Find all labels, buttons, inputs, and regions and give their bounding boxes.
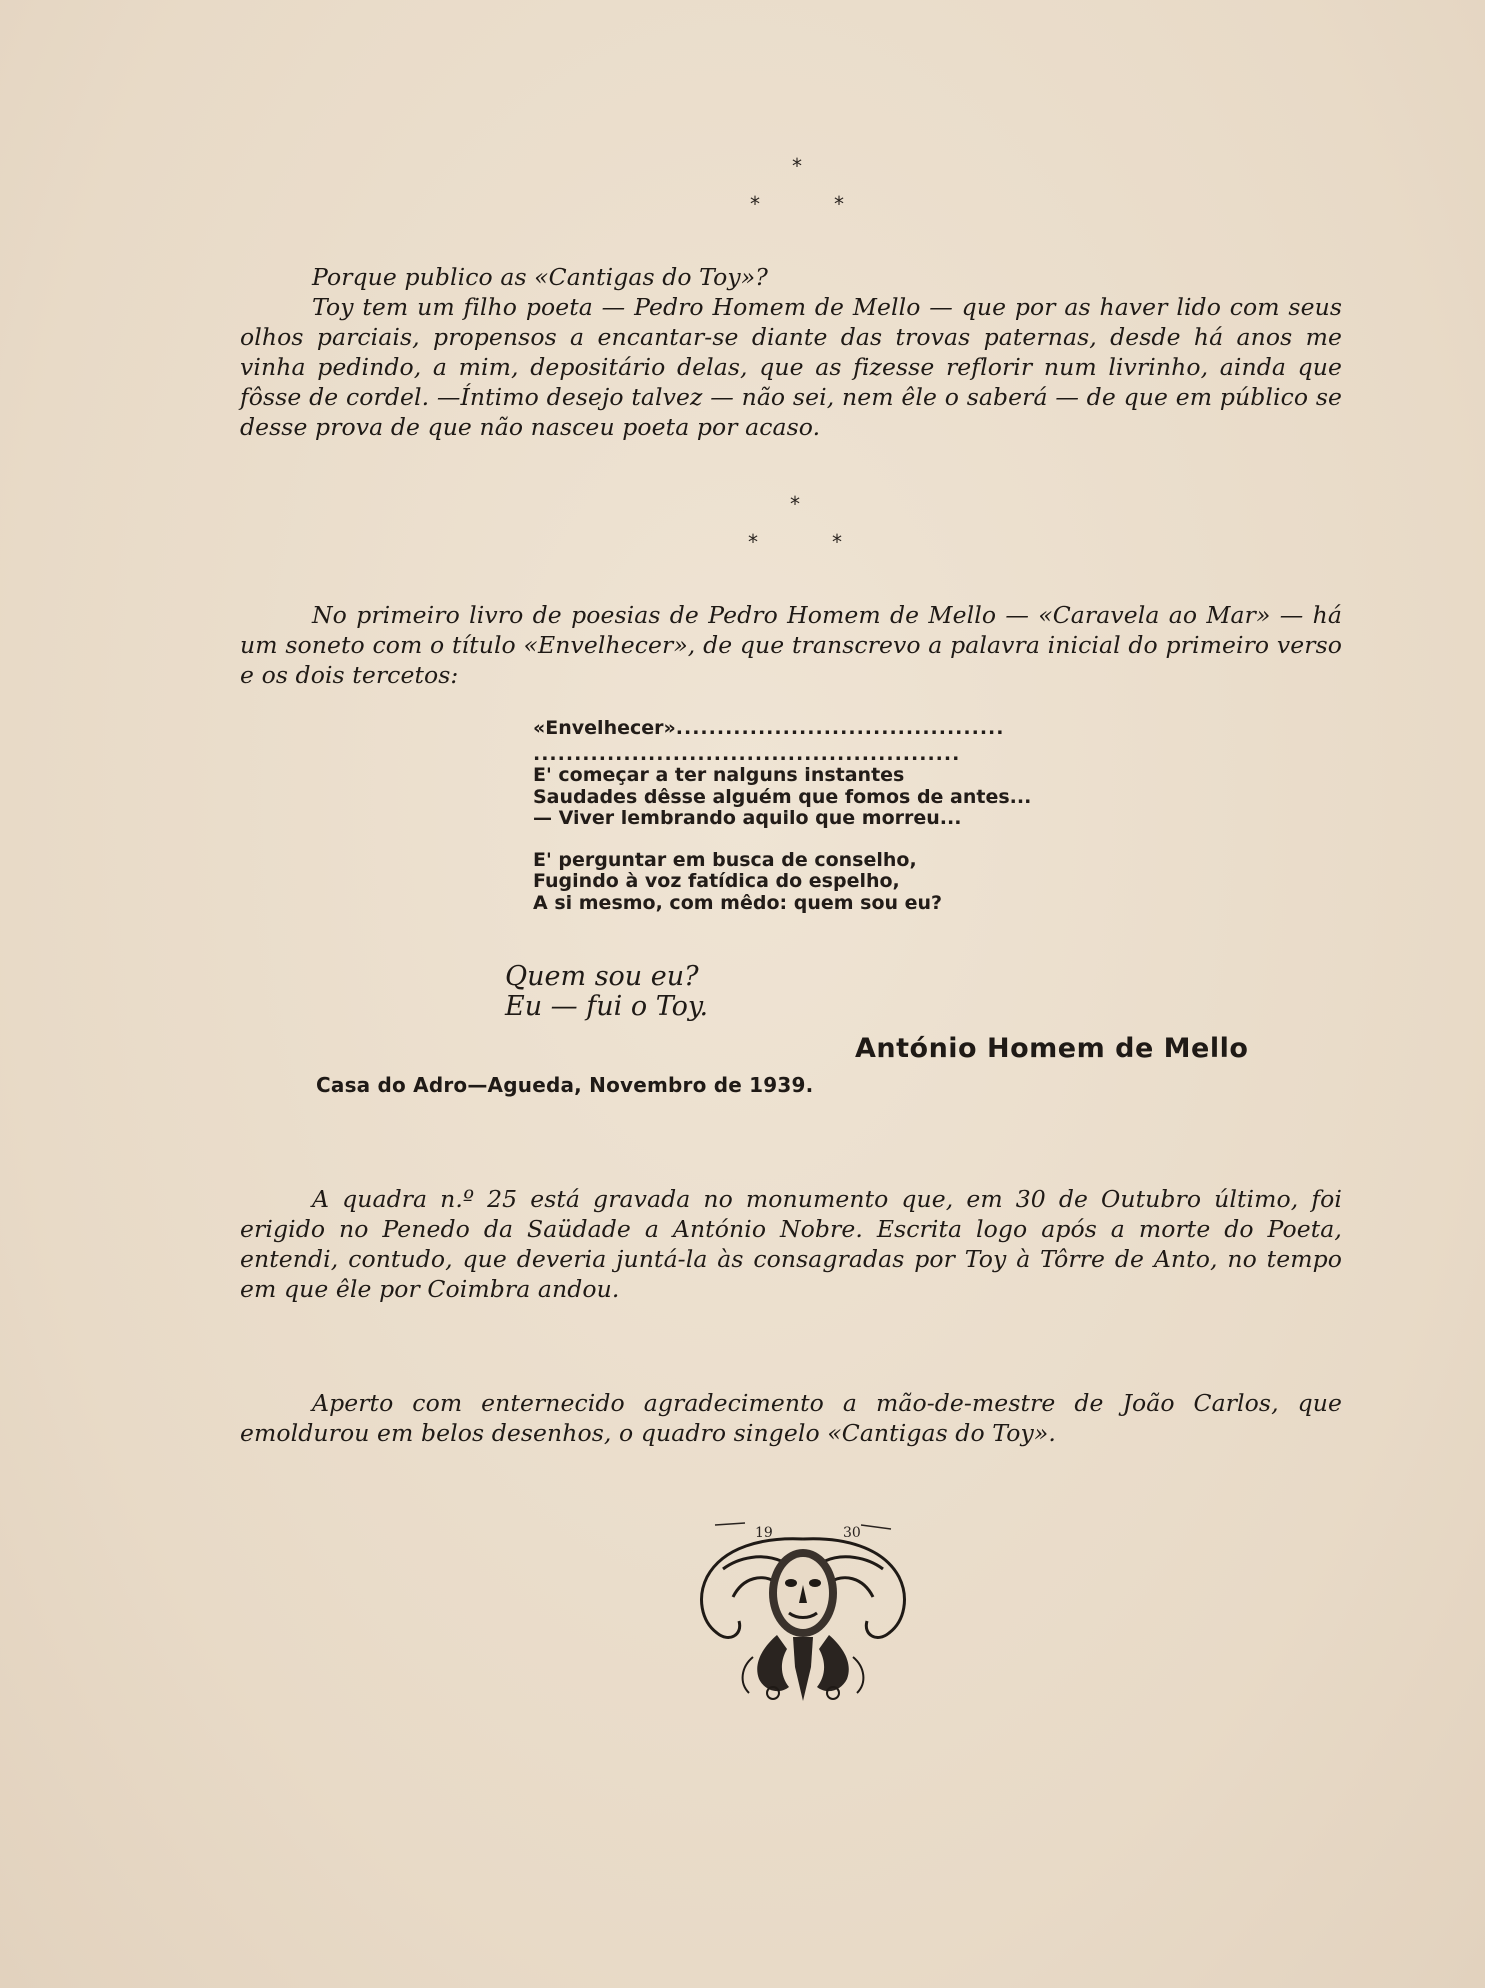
asterism-top	[730, 154, 870, 224]
emblem-year-left: 19	[755, 1525, 773, 1541]
answer-line: Eu — fui o Toy.	[505, 991, 709, 1022]
emblem-year-right: 30	[843, 1525, 861, 1541]
paragraph-text: No primeiro livro de poesias de Pedro Homem de Mello — «Caravela ao Mar» — há um soneto com o título «Envelhecer», de que transcrevo a palavra inicial do primeiro verso e os dois tercetos:	[240, 601, 1342, 689]
paragraph-lead: Porque publico as «Cantigas do Toy»?	[312, 263, 768, 291]
paragraph-sonnet-intro	[240, 600, 1342, 690]
asterisk: *	[750, 192, 760, 216]
sonnet-first-word: «Envelhecer»	[533, 717, 676, 739]
sonnet-line: E' começar a ter nalguns instantes	[533, 764, 905, 786]
paragraph-text: Aperto com enternecido agradecimento a mão-de-mestre de João Carlos, que emoldurou em belos desenhos, o quadro singelo «Cantigas do Toy».	[240, 1389, 1342, 1447]
ornamental-mask-emblem	[693, 1517, 913, 1707]
asterism-middle	[728, 492, 868, 562]
ellipsis-line: ....................................................	[533, 742, 961, 765]
sonnet-line: Saudades dêsse alguém que fomos de antes...	[533, 785, 1032, 808]
place-date: Casa do Adro—Agueda, Novembro de 1939.	[316, 1073, 814, 1097]
sonnet-first-line	[533, 718, 1053, 740]
sonnet-line: E' perguntar em busca de conselho,	[533, 848, 917, 871]
paragraph-text: A quadra n.º 25 está gravada no monumento que, em 30 de Outubro último, foi erigido no Penedo da Saüdade a António Nobre. Escrita logo após a morte do Poeta, entendi, contudo, que deveria juntá-la às consagradas por Toy à Tôrre de Anto, no tempo em que êle por Coimbra andou.	[240, 1185, 1342, 1303]
asterisk: *	[792, 154, 802, 178]
question-line: Quem sou eu?	[505, 961, 699, 992]
asterisk: *	[832, 530, 842, 554]
question-answer	[505, 962, 708, 1022]
asterisk: *	[790, 492, 800, 516]
paragraph-why-publish	[240, 262, 1342, 442]
sonnet-quote	[533, 718, 1053, 914]
ellipsis-dots: ........................................	[675, 717, 1005, 739]
asterisk: *	[834, 192, 844, 216]
sonnet-line: — Viver lembrando aquilo que morreu...	[533, 807, 962, 829]
sonnet-line: Fugindo à voz fatídica do espelho,	[533, 870, 900, 892]
sonnet-line: A si mesmo, com mêdo: quem sou eu?	[533, 891, 943, 914]
paragraph-acknowledgement	[240, 1388, 1342, 1448]
paragraph-quadra	[240, 1184, 1342, 1304]
author-signature: António Homem de Mello	[855, 1033, 1249, 1064]
paragraph-body: Toy tem um filho poeta — Pedro Homem de Mello — que por as haver lido com seus olhos parciais, propensos a encantar-se diante das trovas paternas, desde há anos me vinha pedindo, a mim, depositário delas, que as fizesse reflorir num livrinho, ainda que fôsse de cordel. —Íntimo desejo talvez — não sei, nem êle o saberá — de que em público se desse prova de que não nasceu poeta por acaso.	[240, 293, 1342, 441]
asterisk: *	[748, 530, 758, 554]
